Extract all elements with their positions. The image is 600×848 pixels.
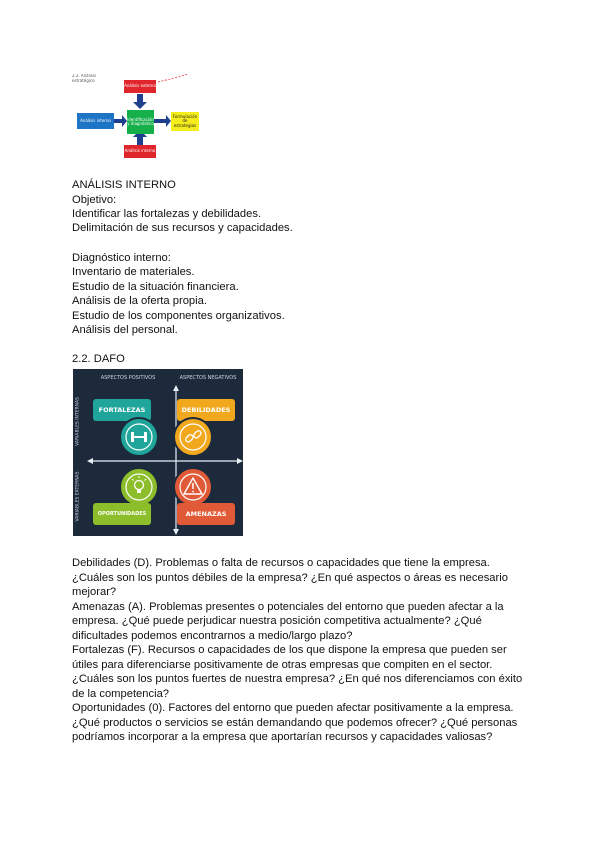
diagram-bottom-red-box: Análisis interno <box>124 145 156 158</box>
objective-label: Objetivo: <box>72 194 117 206</box>
fortalezas-label: FORTALEZAS <box>93 399 151 421</box>
debilidades-circle <box>173 417 213 457</box>
body-line: de la competencia? <box>72 688 170 700</box>
top-positive-label: ASPECTOS POSITIVOS <box>100 375 156 381</box>
body-line: ¿Cuáles son los puntos fuertes de nuestra empresa? ¿En qué nos diferenciamos con éxito <box>72 673 523 685</box>
broken-link-icon <box>175 419 211 455</box>
diagram-left-blue-box: Análisis interno <box>77 113 114 129</box>
body-line: Oportunidades (0). Factores del entorno que pueden afectar positivamente a la empresa. <box>72 702 514 714</box>
dafo-matrix-image <box>73 369 243 536</box>
amenazas-label: AMENAZAS <box>177 503 235 525</box>
diagram-note: 2.2. Análisis estratégico <box>72 74 97 83</box>
body-line: Amenazas (A). Problemas presentes o potenciales del entorno que pueden afectar a la <box>72 601 504 613</box>
diagnostic-line: Análisis del personal. <box>72 324 178 336</box>
body-line: ¿Qué productos o servicios se están demandando que podemos ofrecer? ¿Qué personas <box>72 717 518 729</box>
oportunidades-circle <box>119 467 159 507</box>
diagnostic-label: Diagnóstico interno: <box>72 252 171 264</box>
top-negative-label: ASPECTOS NEGATIVOS <box>179 375 237 381</box>
body-line: empresa. ¿Qué puede perjudicar nuestra posición competitiva actualmente? ¿Qué <box>72 615 482 627</box>
body-line: dificultades podemos encontrarnos a medio/largo plazo? <box>72 630 353 642</box>
fortalezas-circle <box>119 417 159 457</box>
side-external-label: VARIABLES EXTERNAS <box>75 471 81 522</box>
objective-line: Delimitación de sus recursos y capacidades. <box>72 222 293 234</box>
diagnostic-line: Estudio de los componentes organizativos. <box>72 310 285 322</box>
strategy-diagram <box>70 72 210 160</box>
dumbbell-icon <box>121 419 157 455</box>
body-line: útiles para diferenciarse positivamente de otras empresas que compiten en el sector. <box>72 659 493 671</box>
amenazas-circle <box>173 467 213 507</box>
diagram-right-yellow-box: Formulación de estrategias <box>171 112 199 131</box>
body-line: mejorar? <box>72 586 117 598</box>
dafo-heading: 2.2. DAFO <box>72 353 125 365</box>
oportunidades-label: OPORTUNIDADES <box>93 503 151 525</box>
body-line: podríamos incorporar a la empresa que aportarían recursos y capacidades valiosas? <box>72 731 493 743</box>
debilidades-label: DEBILIDADES <box>177 399 235 421</box>
lightbulb-icon <box>121 469 157 505</box>
body-line: Fortalezas (F). Recursos o capacidades de los que dispone la empresa que pueden ser <box>72 644 507 656</box>
diagnostic-line: Estudio de la situación financiera. <box>72 281 239 293</box>
body-line: ¿Cuáles son los puntos débiles de la empresa? ¿En qué aspectos o áreas es necesario <box>72 572 508 584</box>
diagram-top-red-box: Análisis externo <box>124 80 156 93</box>
body-line: Debilidades (D). Problemas o falta de recursos o capacidades que tiene la empresa. <box>72 557 490 569</box>
diagnostic-line: Inventario de materiales. <box>72 266 195 278</box>
side-internal-label: VARIABLES INTERNAS <box>75 397 81 446</box>
diagnostic-line: Análisis de la oferta propia. <box>72 295 207 307</box>
warning-icon <box>175 469 211 505</box>
diagram-center-green-box: Identificación y diagnóstico <box>127 110 154 134</box>
analisis-heading: ANÁLISIS INTERNO <box>72 179 176 191</box>
objective-line: Identificar las fortalezas y debilidades. <box>72 208 262 220</box>
